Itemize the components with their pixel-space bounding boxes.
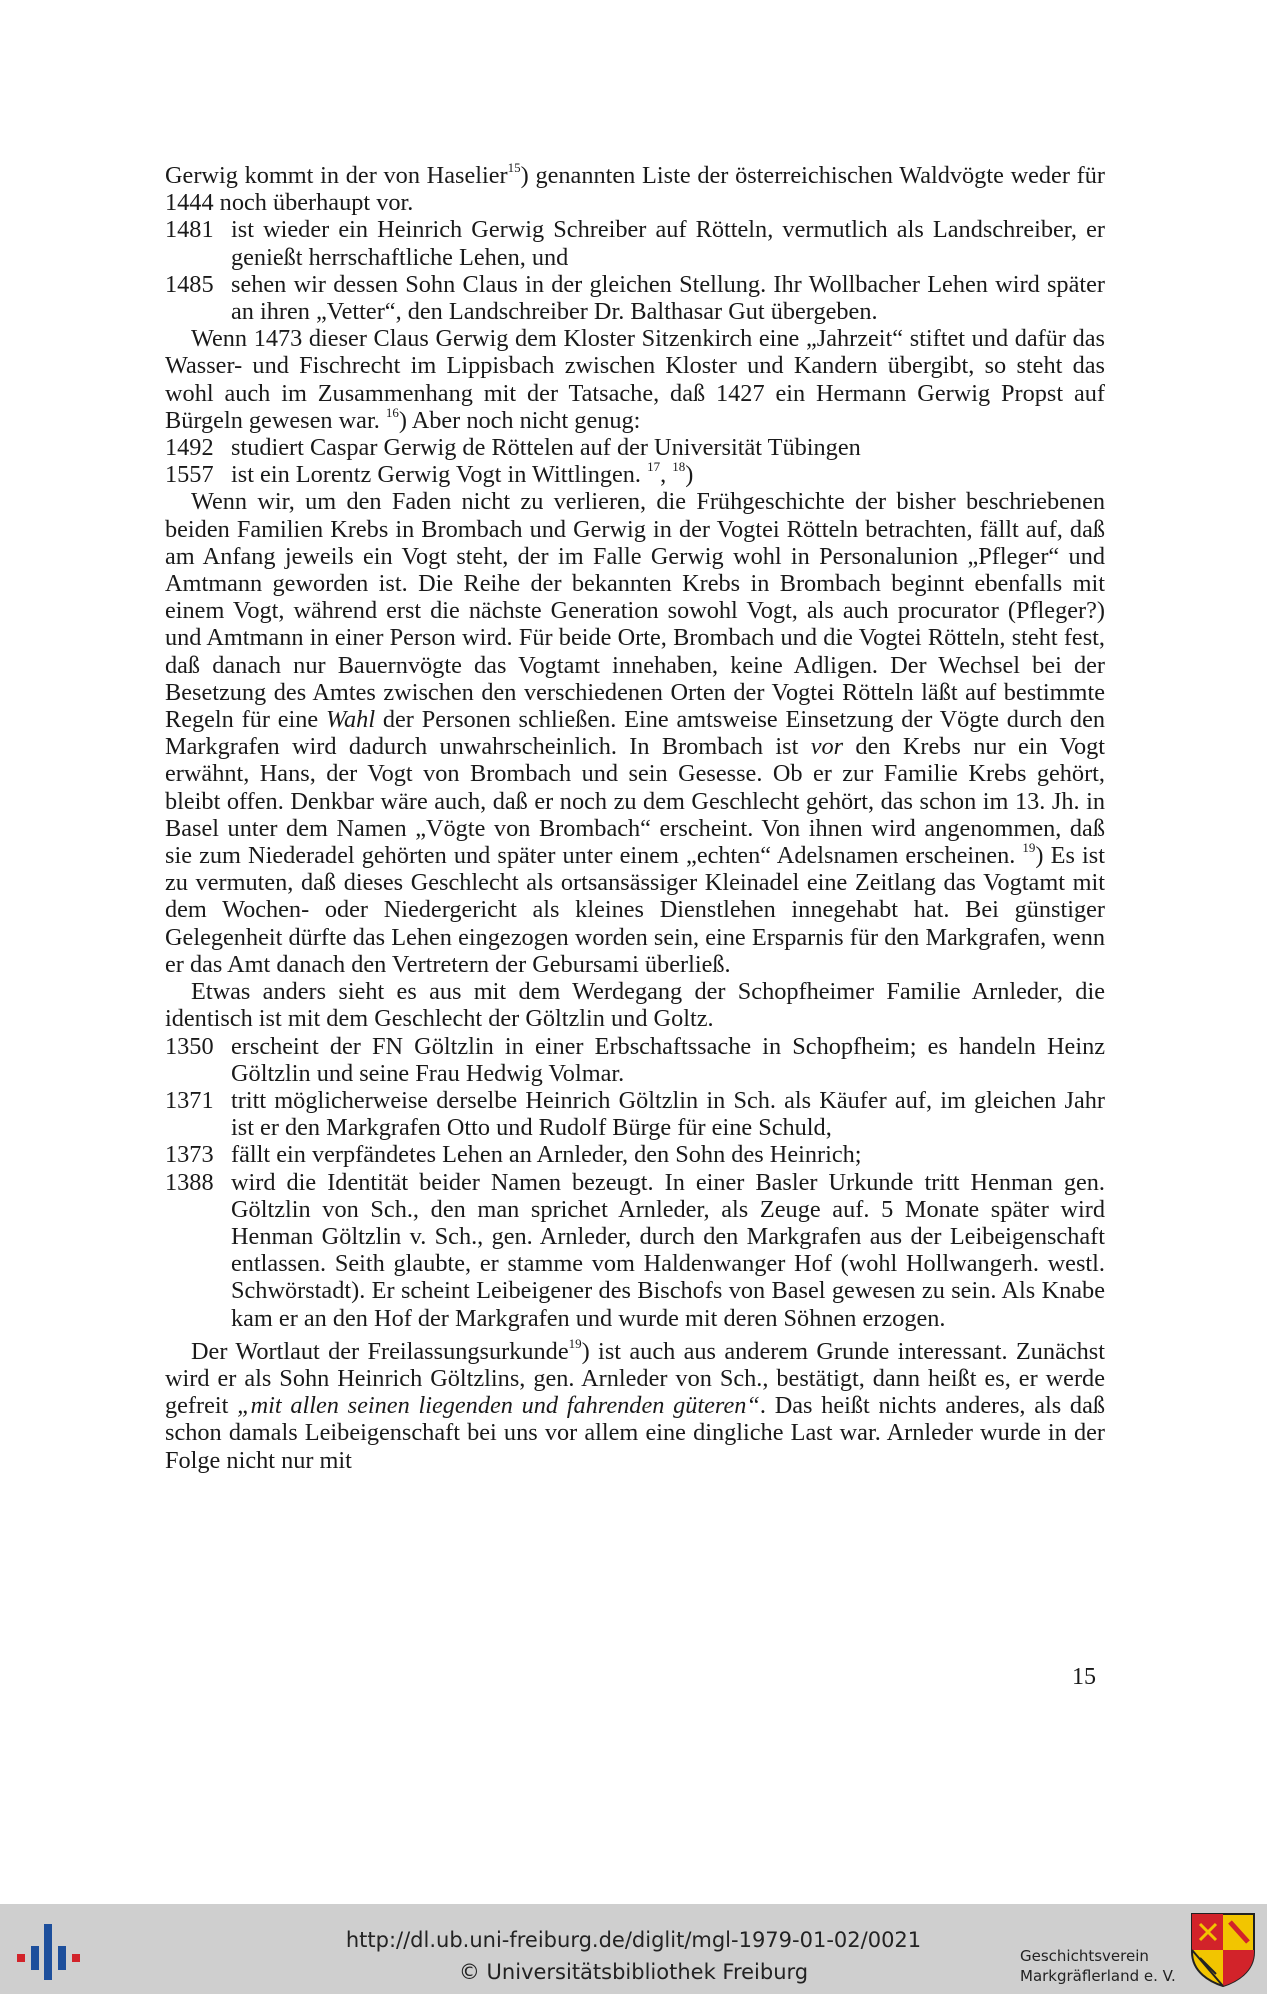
entry-year: 1492 [165,434,214,462]
copyright-notice: © Universitätsbibliothek Freiburg [458,1960,809,1984]
year-entry [165,1087,1105,1141]
society-name-line1: Geschichtsverein [1020,1947,1149,1965]
entry-text: fällt ein verpfändetes Lehen an Arnleder, den Sohn des Heinrich; [231,1141,862,1169]
paragraph: Gerwig kommt in der von Haselier$^{15}$) genannten Liste der österreichischen Waldvögte weder für 1444 noch überhaupt vor. [165,159,1105,217]
page-number: 15 [1072,1664,1096,1690]
year-entry [165,1141,1105,1168]
year-entry [165,1169,1105,1332]
entry-text: ist ein Lorentz Gerwig Vogt in Wittlingen. $^{17}$, $^{18}$) [231,459,694,489]
entry-text: wird die Identität beider Namen bezeugt. In einer Basler Urkunde tritt Henman gen. Göltzlin von Sch., den man sprichet Arnleder, als Zeuge auf. 5 Monate später wird Henman Göltzlin v. Sch., gen. Arnleder, durch den Markgrafen aus der Leibeigenschaft entlassen. Seith glaubte, er stamme vom Haldenwanger Hof (wohl Hollwangerh. westl. Schwörstadt). Er scheint Leibeigener des Bischofs von Basel gewesen zu sein. Als Knabe kam er an den Hof der Markgrafen und wurde mit deren Söhnen erzogen. [231,1168,1105,1332]
paragraph: Wenn wir, um den Faden nicht zu verlieren, die Frühgeschichte der bisher beschriebenen beiden Familien Krebs in Brombach und Gerwig in der Vogtei Rötteln betrachten, fällt auf, daß am Anfang jeweils ein Vogt steht, der im Falle Gerwig wohl in Personalunion „Pfleger“ und Amtmann geworden ist. Die Reihe der bekannten Krebs in Brombach beginnt ebenfalls mit einem Vogt, während erst die nächste Generation sowohl Vogt, als auch procurator (Pfleger?) und Amtmann in einer Person wird. Für beide Orte, Brombach und die Vogtei Rötteln, steht fest, daß danach nur Bauernvögte das Vogtamt innehaben, keine Adligen. Der Wechsel bei der Besetzung des Amtes zwischen den verschiedenen Orten der Vogtei Rötteln läßt auf bestimmte Regeln für eine Wahl der Personen schließen. Eine amtsweise Einsetzung der Vögte durch den Markgrafen wird dadurch unwahrscheinlich. In Brombach ist vor den Krebs nur ein Vogt erwähnt, Hans, der Vogt von Brombach und sein Gesesse. Ob er zur Familie Krebs gehört, bleibt offen. Denkbar wäre auch, daß er noch zu dem Geschlecht gehört, das schon im 13. Jh. in Basel unter dem Namen „Vögte von Brombach“ erscheint. Von ihnen wird angenommen, daß sie zum Niederadel gehörten und später unter einem „echten“ Adelsnamen erscheinen. $^{19}$) Es ist zu vermuten, daß dieses Geschlecht als ortsansässiger Kleinadel eine Zeitlang das Vogtamt mit dem Wochen- oder Niedergericht als kleines Dienstlehen innegehabt hat. Bei günstiger Gelegenheit dürfte das Lehen eingezogen worden sein, eine Ersparnis für den Markgrafen, wenn er das Amt danach den Vertretern der Gebursami überließ. [165,488,1106,978]
paragraph: Der Wortlaut der Freilassungsurkunde$^{19}$) ist auch aus anderem Grunde interessant. Zunächst wird er als Sohn Heinrich Göltzlins, gen. Arnleder von Sch., bestätigt, dann heißt es, er werde gefreit „mit allen seinen liegenden und fahrenden güteren“. Das heißt nichts anderes, als daß schon damals Leibeigenschaft bei uns vor allem eine dingliche Last war. Arnleder wurde in der Folge nicht nur mit [165,1335,1105,1474]
entry-text: ist wieder ein Heinrich Gerwig Schreiber auf Rötteln, vermutlich als Landschreiber, er genießt herrschaftliche Lehen, und [231,216,1105,271]
paragraph: Etwas anders sieht es aus mit dem Werdegang der Schopfheimer Familie Arnleder, die identisch ist mit dem Geschlecht der Göltzlin und Goltz. [165,978,1105,1033]
entry-year: 1557 [165,461,214,489]
year-entry [165,434,1105,461]
society-name-line2: Markgräflerland e. V. [1020,1967,1176,1985]
entry-text: tritt möglicherweise derselbe Heinrich Göltzlin in Sch. als Käufer auf, im gleichen Jahr ist er den Markgrafen Otto und Rudolf Bürge für eine Schuld, [231,1086,1105,1142]
society-name [1020,1946,1176,1986]
entry-year: 1388 [165,1168,214,1196]
entry-year: 1371 [165,1086,214,1114]
year-entry [165,216,1105,270]
page-body [165,159,1106,1474]
entry-year: 1481 [165,216,214,244]
year-entry [165,1033,1105,1087]
entry-text: studiert Caspar Gerwig de Röttelen auf der Universität Tübingen [231,434,861,462]
entry-year: 1373 [165,1141,214,1169]
entry-year: 1350 [165,1032,214,1060]
entry-year: 1485 [165,270,214,298]
paragraph: Wenn 1473 dieser Claus Gerwig dem Kloster Sitzenkirch eine „Jahrzeit“ stiftet und dafür das Wasser- und Fischrecht im Lippisbach zwischen Kloster und Kandern übergibt, so steht das wohl auch im Zusammenhang mit der Tatsache, daß 1427 ein Hermann Gerwig Propst auf Bürgeln gewesen war. $^{16}$) Aber noch nicht genug: [165,325,1105,434]
year-entry [165,461,1105,488]
year-entry [165,271,1105,325]
entry-text: sehen wir dessen Sohn Claus in der gleichen Stellung. Ihr Wollbacher Lehen wird später an ihren „Vetter“, den Landschreiber Dr. Balthasar Gut übergeben. [231,270,1105,326]
footer-bar [0,1904,1267,1994]
permalink-url[interactable]: http://dl.ub.uni-freiburg.de/diglit/mgl-1979-01-02/0021 [345,1928,922,1952]
entry-text: erscheint der FN Göltzlin in einer Erbschaftssache in Schopfheim; es handeln Heinz Göltzlin und seine Frau Hedwig Volmar. [231,1032,1105,1087]
coat-of-arms-icon [1190,1912,1256,1988]
